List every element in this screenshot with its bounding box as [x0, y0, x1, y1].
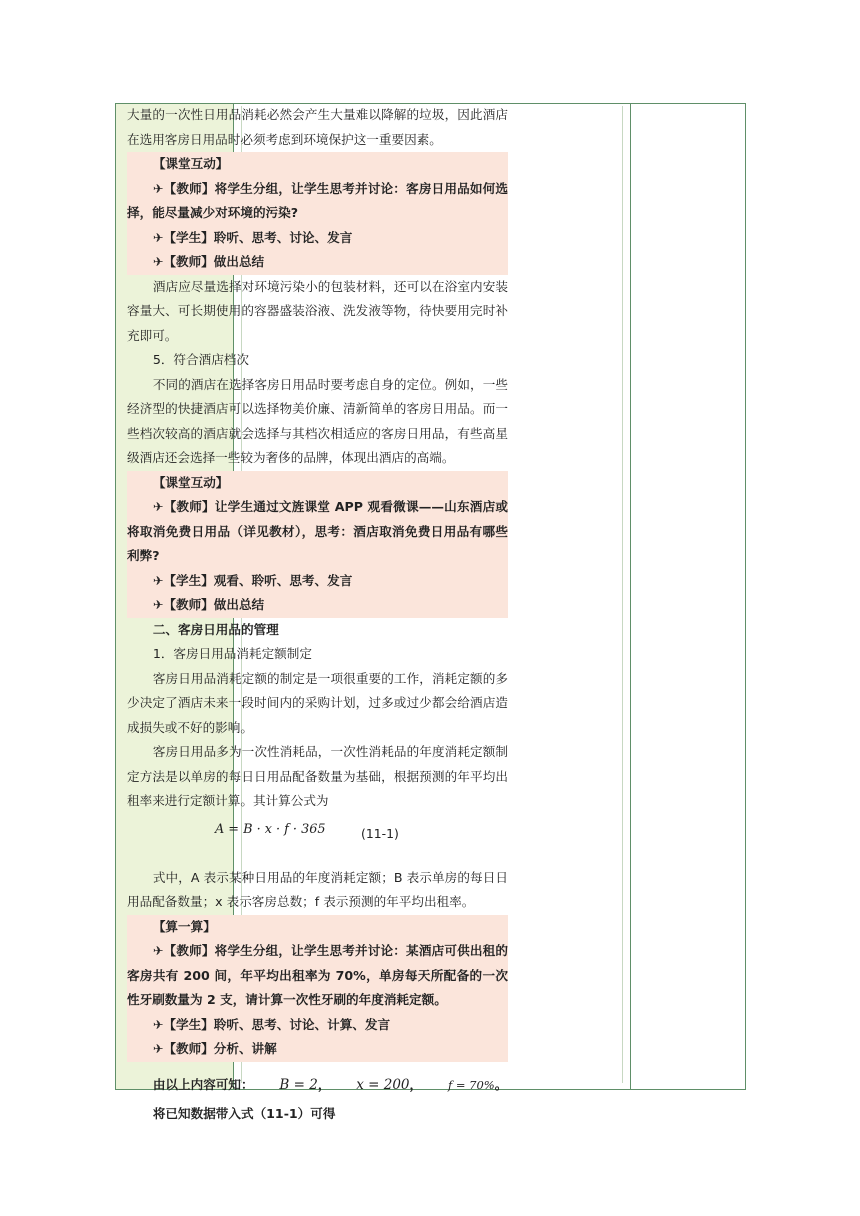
subheading: 5．符合酒店档次 [152, 352, 249, 367]
section-heading: 二、客房日用品的管理 [152, 621, 279, 637]
known-sep: ， [317, 1076, 331, 1092]
formula-number: (11-1) [361, 825, 399, 841]
right-column [631, 104, 745, 1089]
known-end: 。 [494, 1076, 508, 1092]
student-activity: ✈【学生】观看、聆听、思考、发言 [127, 569, 508, 594]
section-label: 【课堂互动】 [127, 152, 508, 177]
formula [127, 814, 508, 866]
known-sep: ， [409, 1076, 423, 1092]
teacher-summary: ✈【教师】做出总结 [127, 593, 508, 618]
student-activity: ✈【学生】聆听、思考、讨论、发言 [127, 226, 508, 251]
final-line: 将已知数据带入式（11-1）可得 [152, 1105, 336, 1121]
teacher-activity: ✈【教师】将学生分组，让学生思考并讨论：客房日用品如何选择，能尽量减少对环境的污染? [127, 177, 508, 226]
student-activity: ✈【学生】聆听、思考、讨论、计算、发言 [127, 1013, 508, 1038]
known-prefix: 由以上内容可知： [152, 1076, 254, 1092]
subheading: 1．客房日用品消耗定额制定 [152, 646, 312, 661]
known-values [127, 1062, 508, 1100]
teacher-explain: ✈【教师】分析、讲解 [127, 1037, 508, 1062]
paragraph: 客房日用品多为一次性消耗品，一次性消耗品的年度消耗定额制定方法是以单房的每日日用品配备数量为基础，根据预测的年平均出租率来进行定额计算。其计算公式为 [127, 744, 508, 808]
known-x: x = 200 [356, 1076, 410, 1093]
teacher-activity: ✈【教师】让学生通过文旌课堂 APP 观看微课——山东酒店或将取消免费日用品（详见教材），思考：酒店取消免费日用品有哪些利弊? [127, 495, 508, 569]
content-area [127, 103, 508, 1126]
known-b: B = 2 [279, 1076, 318, 1093]
paragraph: 式中，A 表示某种日用品的年度消耗定额；B 表示单房的每日日用品配备数量；x 表示客房总数；f 表示预测的年平均出租率。 [127, 869, 508, 909]
section-label: 【算一算】 [127, 915, 508, 940]
paragraph: 大量的一次性日用品消耗必然会产生大量难以降解的垃圾，因此酒店在选用客房日用品时必须考虑到环境保护这一重要因素。 [127, 107, 508, 147]
section-label: 【课堂互动】 [127, 471, 508, 496]
known-f: f = 70% [447, 1077, 495, 1092]
paragraph: 不同的酒店在选择客房日用品时要考虑自身的定位。例如，一些经济型的快捷酒店可以选择物美价廉、清新简单的客房日用品。而一些档次较高的酒店就会选择与其档次相适应的客房日用品，有些高星级酒店还会选择一些较为奢侈的品牌，体现出酒店的高端。 [127, 376, 508, 465]
teacher-activity: ✈【教师】将学生分组，让学生思考并讨论：某酒店可供出租的客房共有 200 间，年平均出租率为 70%，单房每天所配备的一次性牙刷数量为 2 支，请计算一次性牙刷的年度消耗定额。 [127, 939, 508, 1013]
paragraph: 酒店应尽量选择对环境污染小的包装材料，还可以在浴室内安装容量大、可长期使用的容器盛装浴液、洗发液等物，待快要用完时补充即可。 [127, 278, 508, 343]
formula-expression: A = B · x · f · 365 [215, 821, 326, 837]
teacher-summary: ✈【教师】做出总结 [127, 250, 508, 275]
paragraph: 客房日用品消耗定额的制定是一项很重要的工作，消耗定额的多少决定了酒店未来一段时间内的采购计划，过多或过少都会给酒店造成损失或不好的影响。 [127, 670, 508, 735]
